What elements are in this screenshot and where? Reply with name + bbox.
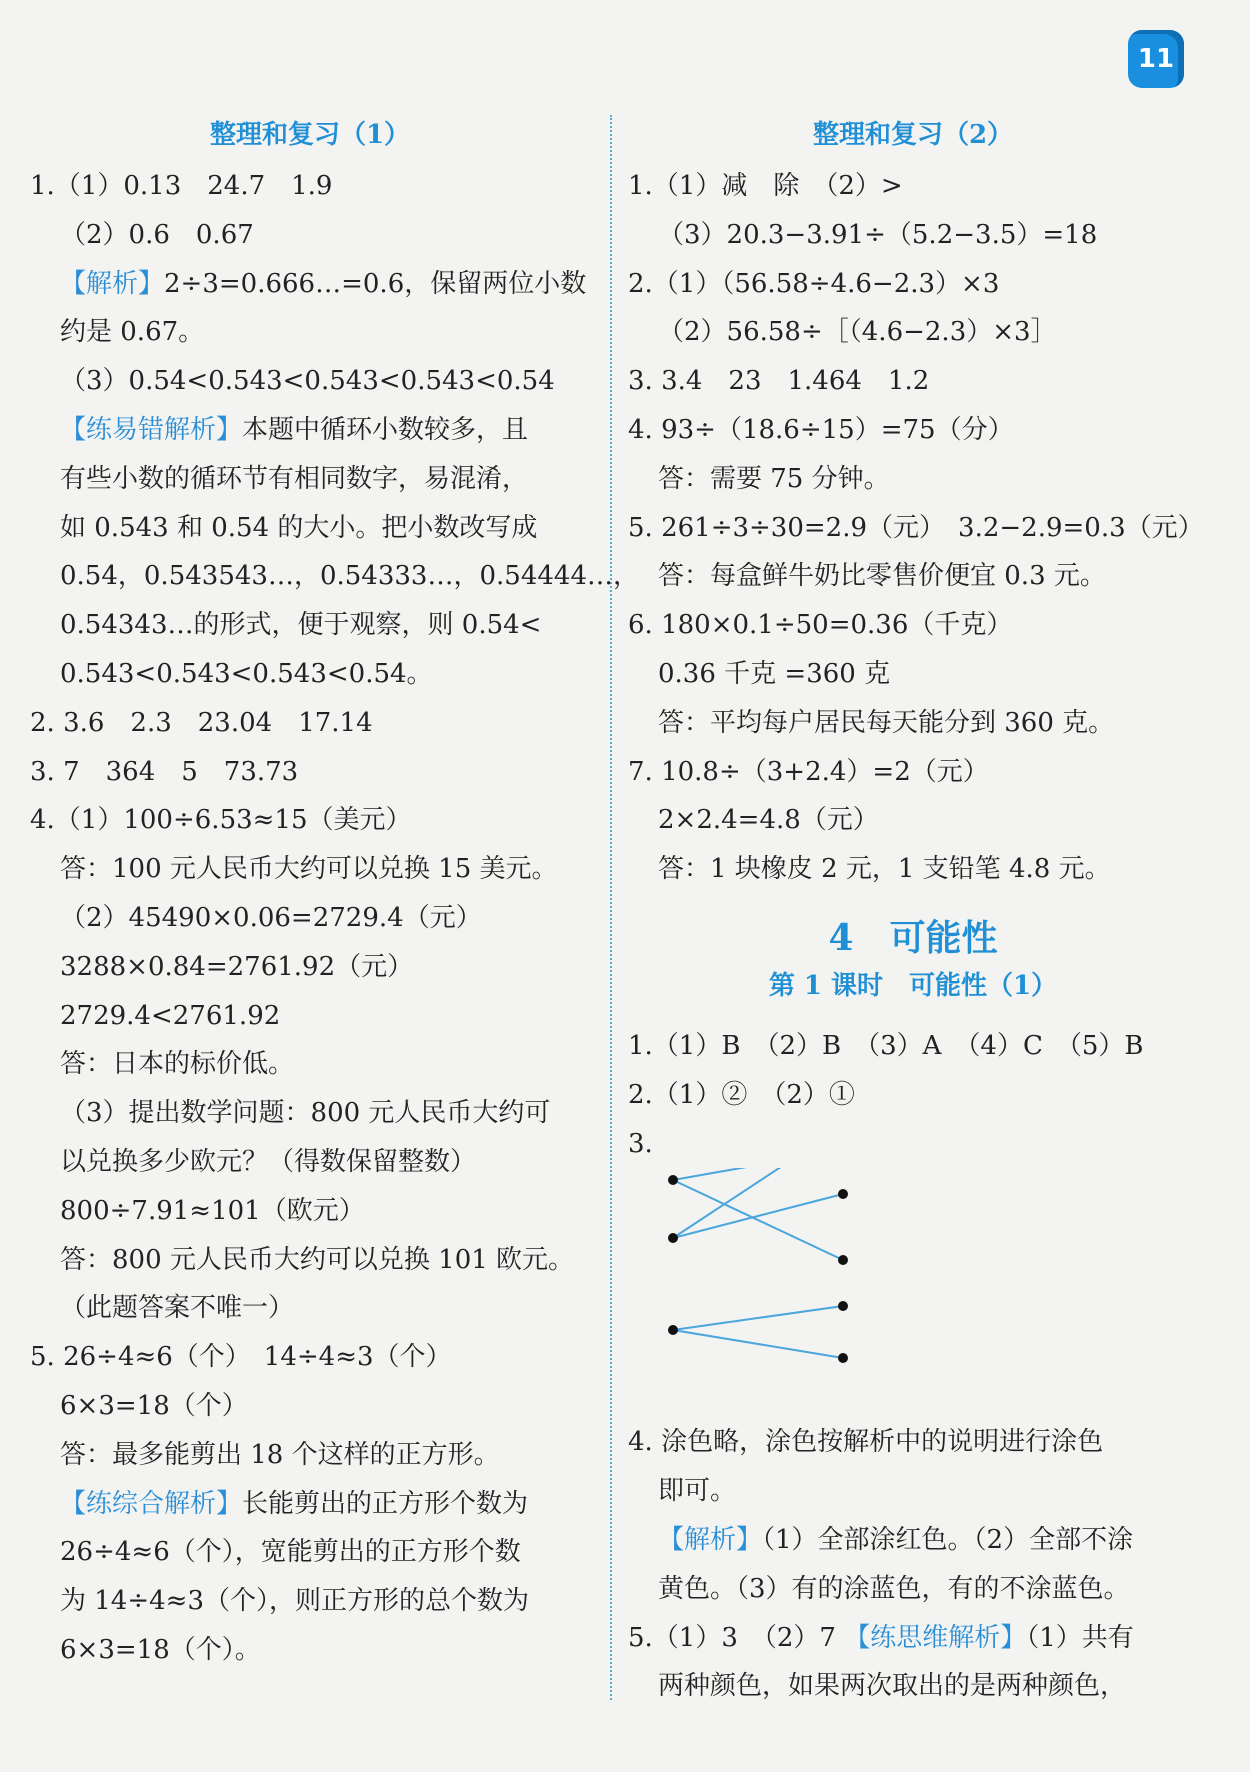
match-line <box>673 1330 843 1358</box>
match-dot <box>838 1353 848 1363</box>
comprehensive-analysis-tag: 【练综合解析】 <box>60 1488 243 1519</box>
left-heading: 整理和复习（1） <box>209 120 411 150</box>
answer-line: （3）0.54<0.543<0.543<0.543<0.54 <box>60 366 555 397</box>
analysis-tag: 【解析】 <box>60 268 165 299</box>
answer-line: 4.（1）100÷6.53≈15（美元） <box>30 805 412 836</box>
answer-line: 6×3=18（个） <box>60 1390 248 1421</box>
answer-line: 3. 7 364 5 73.73 <box>30 756 299 787</box>
page-number-badge: 11 <box>1128 30 1184 88</box>
answer-line: 4. 涂色略，涂色按解析中的说明进行涂色 <box>628 1427 1104 1458</box>
analysis-text: 长能剪出的正方形个数为 <box>242 1488 529 1519</box>
right-column <box>628 110 1204 1711</box>
match-dot <box>668 1175 678 1185</box>
match-line <box>673 1168 843 1238</box>
analysis-line: 约是 0.67。 <box>60 317 205 348</box>
chapter-title: 4 可能性 <box>828 916 998 959</box>
answer-line: 答：需要 75 分钟。 <box>658 463 890 494</box>
answer-line: 4. 93÷（18.6÷15）=75（分） <box>628 414 1014 445</box>
answer-line: 答：最多能剪出 18 个这样的正方形。 <box>60 1439 500 1470</box>
analysis-line: 26÷4≈6（个），宽能剪出的正方形个数 <box>60 1537 521 1568</box>
answer-line: 6. 180×0.1÷50=0.36（千克） <box>628 610 1013 641</box>
analysis-text: （1）共有 <box>1026 1622 1134 1653</box>
answer-line: 3. <box>628 1128 653 1159</box>
analysis-line: 有些小数的循环节有相同数字，易混淆， <box>60 463 529 494</box>
answer-line: 即可。 <box>658 1476 737 1507</box>
answer-line: （3）提出数学问题：800 元人民币大约可 <box>60 1098 551 1129</box>
match-dot <box>838 1189 848 1199</box>
match-dot <box>838 1255 848 1265</box>
analysis-line <box>30 260 590 309</box>
answer-line: 7. 10.8÷（3+2.4）=2（元） <box>628 756 989 787</box>
analysis-line <box>30 1480 590 1529</box>
analysis-text: 本题中循环小数较多，且 <box>242 414 529 445</box>
answer-line: 答：日本的标价低。 <box>60 1049 295 1080</box>
analysis-line: 0.543<0.543<0.543<0.54。 <box>60 658 433 689</box>
matching-diagram <box>628 1168 1198 1418</box>
answer-line: 1.（1）减 除 （2）> <box>628 171 903 201</box>
answer-line <box>628 1614 1198 1663</box>
answer-line: 5. 261÷3÷30=2.9（元） 3.2−2.9=0.3（元） <box>628 512 1204 543</box>
error-analysis-tag: 【练易错解析】 <box>60 414 243 445</box>
answer-line: （2）0.6 0.67 <box>60 219 254 250</box>
answer-line: 0.36 千克 =360 克 <box>658 658 891 689</box>
answer-line: 3288×0.84=2761.92（元） <box>60 951 414 982</box>
match-line <box>673 1180 843 1260</box>
analysis-line: 0.54343…的形式，便于观察，则 0.54< <box>60 610 542 641</box>
answer-line: 2×2.4=4.8（元） <box>658 805 879 836</box>
analysis-line: 黄色。（3）有的涂蓝色，有的不涂蓝色。 <box>658 1573 1130 1604</box>
column-divider <box>610 115 612 1700</box>
analysis-line: 如 0.543 和 0.54 的大小。把小数改写成 <box>60 512 538 543</box>
analysis-line <box>628 1516 1198 1565</box>
analysis-text: 2÷3=0.666…=0.6，保留两位小数 <box>164 268 587 299</box>
answer-line: 2.（1）（56.58÷4.6−2.3）×3 <box>628 268 1000 299</box>
analysis-line: 0.54，0.543543…，0.54333…，0.54444…， <box>60 561 639 592</box>
answer-line: 答：800 元人民币大约可以兑换 101 欧元。 <box>60 1244 575 1275</box>
answer-line: 3. 3.4 23 1.464 1.2 <box>628 366 930 397</box>
answer-text: 5.（1）3 （2）7 <box>628 1622 836 1653</box>
analysis-tag: 【解析】 <box>658 1524 763 1555</box>
answer-line: （2）56.58÷［（4.6−2.3）×3］ <box>658 317 1057 348</box>
answer-line: 800÷7.91≈101（欧元） <box>60 1195 365 1226</box>
match-dot <box>838 1301 848 1311</box>
match-line <box>673 1168 843 1180</box>
answer-line: 1.（1）0.13 24.7 1.9 <box>30 171 333 201</box>
left-column <box>30 110 639 1675</box>
analysis-text: （1）全部涂红色。（2）全部不涂 <box>762 1524 1134 1555</box>
match-line <box>673 1194 843 1238</box>
analysis-line: 两种颜色，如果两次取出的是两种颜色， <box>658 1671 1127 1702</box>
answer-line: 以兑换多少欧元？（得数保留整数） <box>60 1146 477 1177</box>
match-dot <box>668 1325 678 1335</box>
analysis-line: 6×3=18（个）。 <box>60 1634 261 1665</box>
answer-line: 答：100 元人民币大约可以兑换 15 美元。 <box>60 854 558 885</box>
thinking-analysis-tag: 【练思维解析】 <box>844 1622 1027 1653</box>
matching-lines-svg <box>628 1168 1198 1418</box>
answer-line: 答：1 块橡皮 2 元，1 支铅笔 4.8 元。 <box>658 854 1111 885</box>
answer-line: （3）20.3−3.91÷（5.2−3.5）=18 <box>658 219 1098 250</box>
answer-line: （此题答案不唯一） <box>60 1293 295 1324</box>
answer-line: 5. 26÷4≈6（个） 14÷4≈3（个） <box>30 1342 452 1373</box>
answer-line: 答：平均每户居民每天能分到 360 克。 <box>658 707 1115 738</box>
answer-line: 1.（1）B （2）B （3）A （4）C （5）B <box>628 1030 1144 1061</box>
analysis-line: 为 14÷4≈3（个），则正方形的总个数为 <box>60 1586 530 1617</box>
answer-line: 2.（1）② （2）① <box>628 1079 855 1110</box>
match-line <box>673 1306 843 1330</box>
right-heading: 整理和复习（2） <box>812 120 1014 150</box>
answer-line: 2. 3.6 2.3 23.04 17.14 <box>30 707 373 738</box>
lesson-title: 第 1 课时 可能性（1） <box>768 970 1058 1001</box>
answer-line: （2）45490×0.06=2729.4（元） <box>60 902 482 933</box>
match-dot <box>668 1233 678 1243</box>
answer-line: 2729.4<2761.92 <box>60 1000 281 1031</box>
analysis-line <box>30 406 590 455</box>
answer-line: 答：每盒鲜牛奶比零售价便宜 0.3 元。 <box>658 561 1106 592</box>
